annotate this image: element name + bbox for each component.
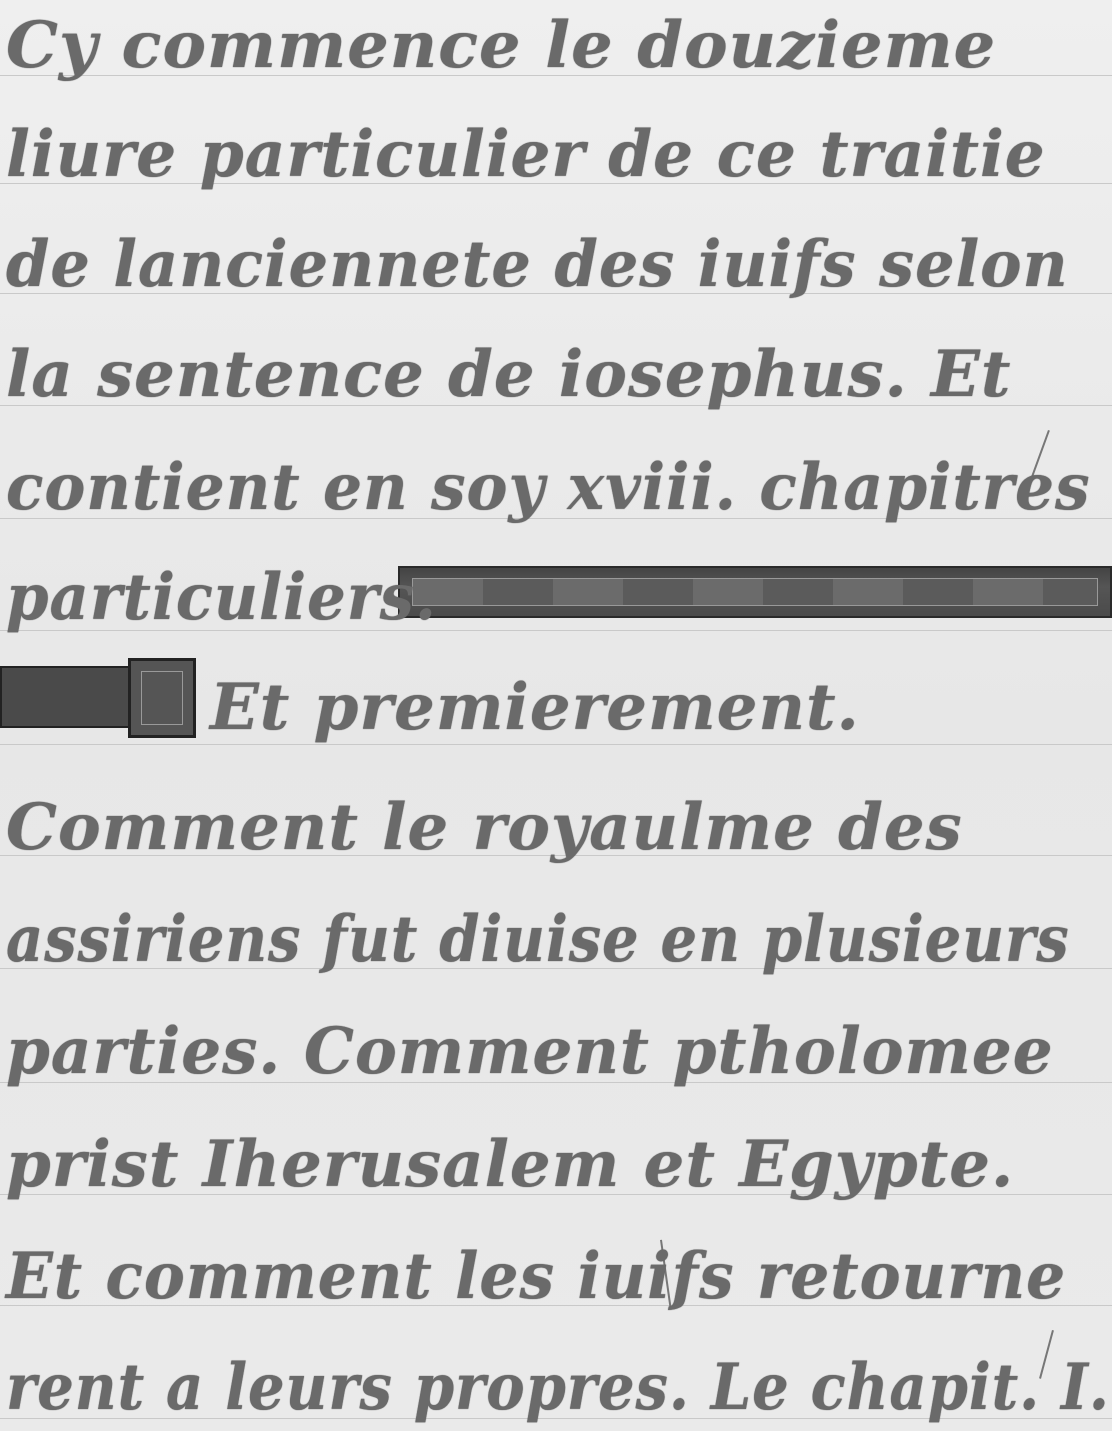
decorated-initial xyxy=(0,658,196,742)
text-line: la sentence de iosephus. Et xyxy=(6,337,1012,412)
text-line: Et premierement. xyxy=(210,670,860,745)
text-line: prist Iherusalem et Egypte. xyxy=(6,1127,1015,1202)
line-filler-bar xyxy=(398,566,1112,618)
text-line: liure particulier de ce traitie xyxy=(6,117,1046,192)
text-line: Comment le royaulme des xyxy=(6,790,963,865)
text-line: de lanciennete des iuifs selon xyxy=(6,227,1069,302)
text-line: rent a leurs propres. Le chapit. I. xyxy=(6,1350,1110,1425)
text-line: particuliers. xyxy=(6,560,438,635)
text-line: Cy commence le douzieme xyxy=(6,8,997,83)
text-line: Et comment les iuifs retourne xyxy=(6,1239,1067,1314)
text-line: parties. Comment ptholomee xyxy=(6,1014,1054,1089)
text-line: contient en soy xviii. chapitres xyxy=(6,450,1091,525)
text-line: assiriens fut diuise en plusieurs xyxy=(6,902,1070,977)
